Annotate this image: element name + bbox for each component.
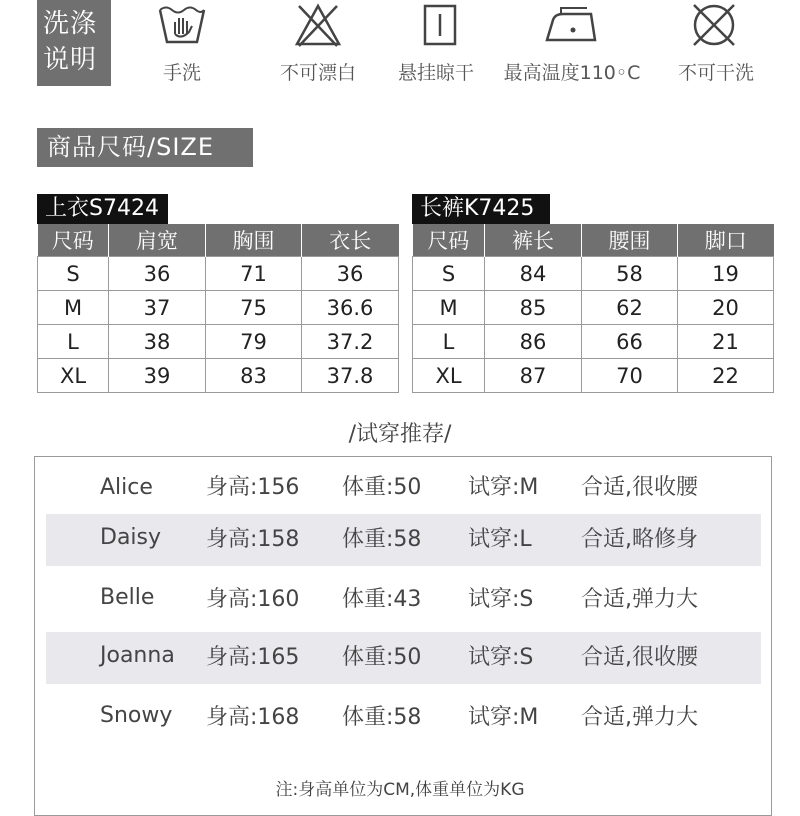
table-cell: 37	[109, 291, 206, 325]
care-label-no-bleach: 不可漂白	[279, 62, 356, 84]
care-title-line1: 洗涤	[43, 9, 98, 39]
table-row	[38, 325, 399, 359]
recommend-row	[46, 574, 761, 626]
model-weight: 体重:50	[342, 645, 422, 670]
care-label-hand-wash: 手洗	[162, 62, 201, 84]
top-table-label: 上衣S7424	[37, 194, 168, 224]
table-header: 衣长	[302, 224, 399, 257]
model-size: 试穿:L	[468, 527, 532, 552]
pants-table-label: 长裤K7425	[412, 194, 550, 224]
no-bleach-icon	[293, 2, 343, 48]
table-header-row	[38, 224, 399, 257]
recommend-title: /试穿推荐/	[348, 422, 452, 447]
table-cell: 66	[582, 325, 678, 359]
model-height: 身高:165	[206, 645, 300, 670]
table-header: 尺码	[413, 224, 485, 257]
table-row	[413, 257, 774, 291]
recommend-row	[46, 692, 761, 744]
top-size-table	[37, 224, 399, 393]
care-label-iron: 最高温度110◦C	[503, 62, 641, 84]
model-size: 试穿:S	[468, 645, 534, 670]
table-header: 裤长	[485, 224, 582, 257]
table-cell: L	[38, 325, 109, 359]
model-weight: 体重:43	[342, 587, 422, 612]
table-cell: 71	[206, 257, 302, 291]
table-cell: XL	[413, 359, 485, 393]
table-row	[413, 325, 774, 359]
table-cell: 84	[485, 257, 582, 291]
model-name: Snowy	[100, 703, 173, 728]
table-cell: 83	[206, 359, 302, 393]
hang-dry-icon	[415, 2, 465, 48]
recommend-row	[46, 632, 761, 684]
table-cell: 75	[206, 291, 302, 325]
table-cell: L	[413, 325, 485, 359]
table-cell: 36	[302, 257, 399, 291]
table-cell: 86	[485, 325, 582, 359]
table-cell: 22	[678, 359, 774, 393]
table-header: 腰围	[582, 224, 678, 257]
table-cell: 70	[582, 359, 678, 393]
hand-wash-icon	[157, 2, 207, 48]
table-cell: 21	[678, 325, 774, 359]
model-height: 身高:156	[206, 475, 300, 500]
model-height: 身高:168	[206, 705, 300, 730]
table-header: 肩宽	[109, 224, 206, 257]
model-size: 试穿:S	[468, 587, 534, 612]
model-size: 试穿:M	[468, 475, 539, 500]
model-name: Joanna	[100, 643, 175, 668]
model-fit: 合适,很收腰	[581, 475, 698, 500]
model-name: Belle	[100, 585, 155, 610]
table-cell: 37.2	[302, 325, 399, 359]
table-cell: 39	[109, 359, 206, 393]
model-fit: 合适,略修身	[581, 527, 698, 552]
model-weight: 体重:58	[342, 705, 422, 730]
table-cell: M	[38, 291, 109, 325]
table-row	[38, 359, 399, 393]
table-cell: M	[413, 291, 485, 325]
care-label-hang-dry: 悬挂晾干	[397, 62, 474, 84]
model-fit: 合适,很收腰	[581, 645, 698, 670]
model-height: 身高:160	[206, 587, 300, 612]
model-weight: 体重:58	[342, 527, 422, 552]
model-fit: 合适,弹力大	[581, 705, 698, 730]
table-cell: 36	[109, 257, 206, 291]
recommend-row	[46, 514, 761, 566]
size-section-title: 商品尺码/SIZE	[37, 128, 253, 167]
table-row	[38, 291, 399, 325]
table-cell: 87	[485, 359, 582, 393]
model-name: Daisy	[100, 525, 162, 550]
recommend-row	[46, 462, 761, 514]
table-cell: 19	[678, 257, 774, 291]
table-cell: 20	[678, 291, 774, 325]
model-weight: 体重:50	[342, 475, 422, 500]
model-fit: 合适,弹力大	[581, 587, 698, 612]
care-title-line2: 说明	[43, 45, 98, 75]
table-cell: 37.8	[302, 359, 399, 393]
table-cell: 79	[206, 325, 302, 359]
table-header: 胸围	[206, 224, 302, 257]
table-row	[413, 291, 774, 325]
table-cell: 36.6	[302, 291, 399, 325]
unit-note: 注:身高单位为CM,体重单位为KG	[275, 780, 525, 800]
model-size: 试穿:M	[468, 705, 539, 730]
table-cell: XL	[38, 359, 109, 393]
table-row	[38, 257, 399, 291]
no-dry-clean-icon	[689, 2, 739, 48]
table-cell: 62	[582, 291, 678, 325]
table-row	[413, 359, 774, 393]
table-cell: 58	[582, 257, 678, 291]
care-label-no-dry-clean: 不可干洗	[677, 62, 754, 84]
table-header: 脚口	[678, 224, 774, 257]
table-cell: 85	[485, 291, 582, 325]
iron-icon	[543, 2, 599, 48]
pants-size-table	[412, 224, 774, 393]
table-cell: S	[413, 257, 485, 291]
table-cell: S	[38, 257, 109, 291]
table-header: 尺码	[38, 224, 109, 257]
table-cell: 38	[109, 325, 206, 359]
model-height: 身高:158	[206, 527, 300, 552]
model-name: Alice	[100, 475, 153, 500]
care-title	[37, 0, 111, 86]
table-header-row	[413, 224, 774, 257]
